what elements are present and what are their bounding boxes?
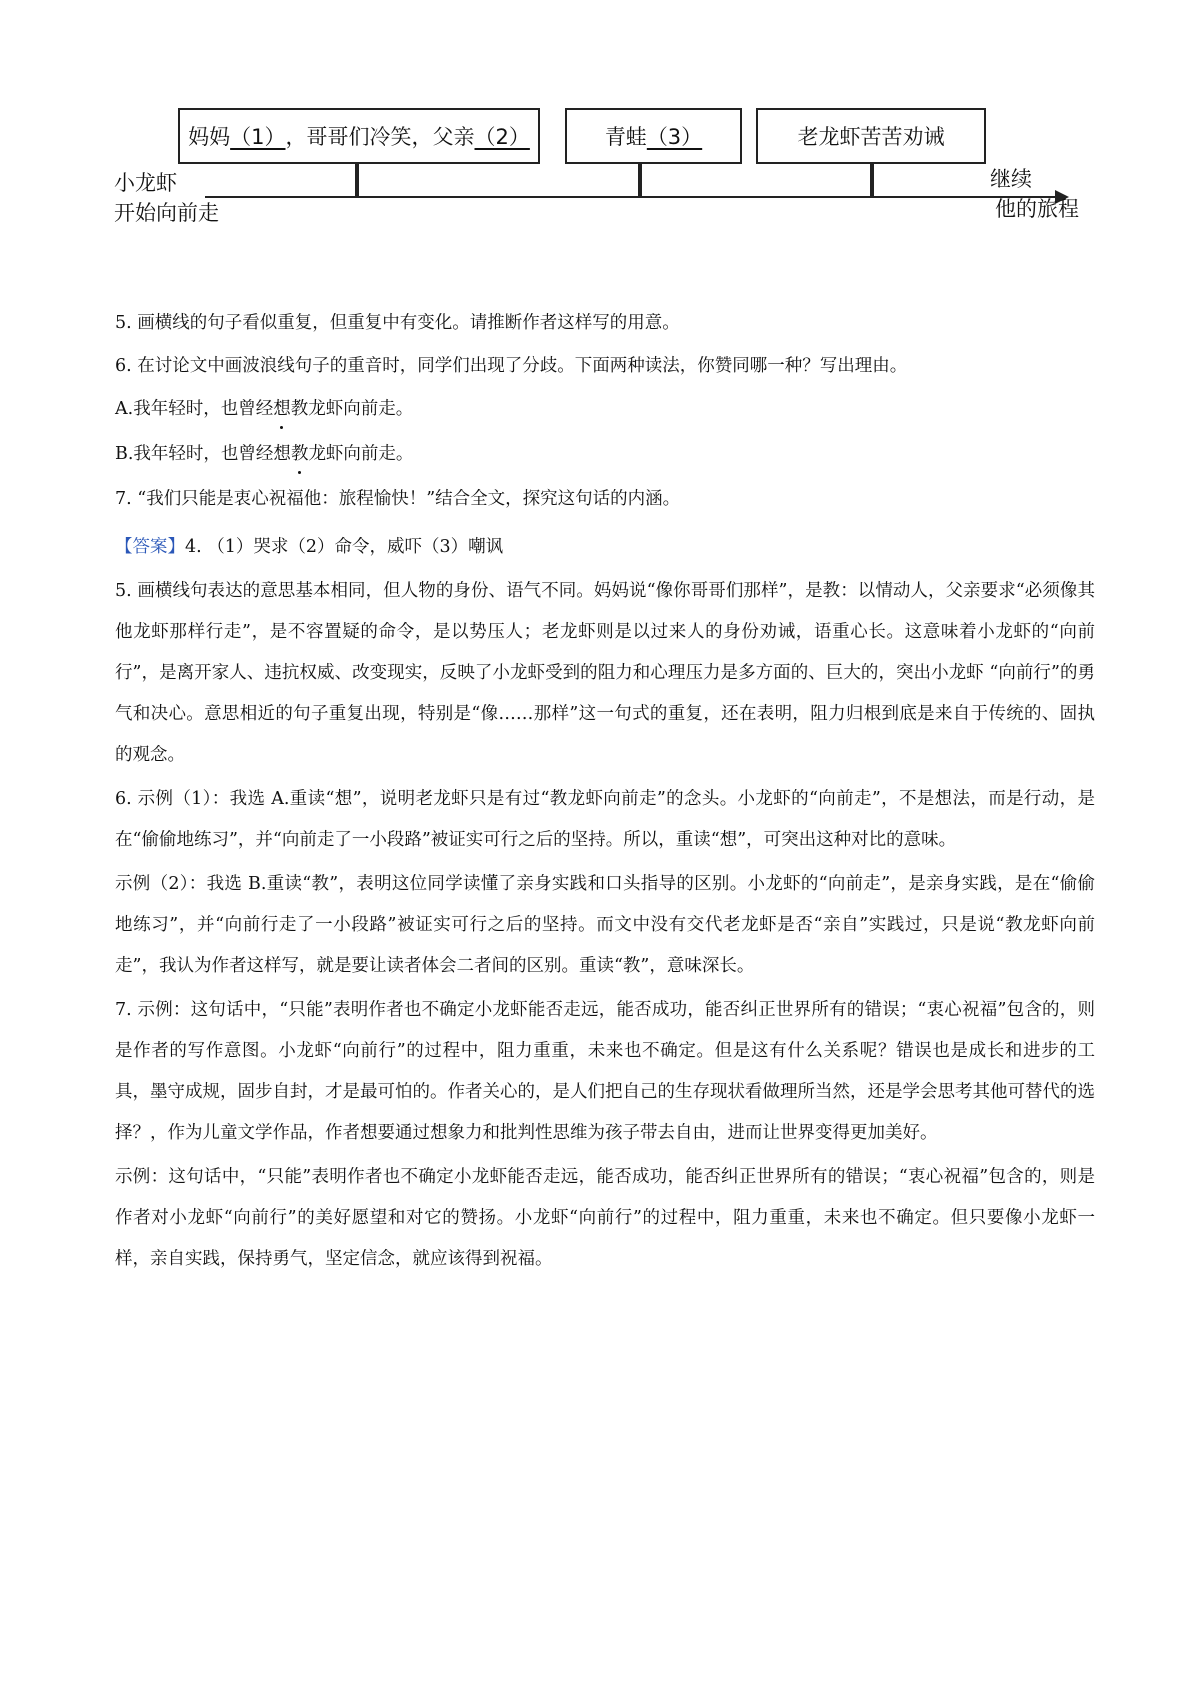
answer-6-example-2: 示例（2）：我选 B.重读“教”，表明这位同学读懂了亲身实践和口头指导的区别。小龙虾的“向前走”，是亲身实践，是在“偷偷地练习”，并“向前行走了一小段路”被证实可行之后的坚持。而文中没有交代老龙虾是否“亲自”实践过，只是说“教龙虾向前走”，我认为作者这样写，就是要让读者体会二者间的区别。重读“教”，意味深长。 <box>115 874 1095 976</box>
start-label <box>114 168 219 228</box>
end-label <box>990 164 1079 224</box>
content <box>115 308 1095 1283</box>
question-6: 6. 在讨论文中画波浪线句子的重音时，同学们出现了分歧。下面两种读法，你赞同哪一种？写出理由。 <box>115 356 908 376</box>
start-label-line-1: 小龙虾 <box>114 171 177 195</box>
answer-7-example-2: 示例：这句话中，“只能”表明作者也不确定小龙虾能否走远，能否成功，能否纠正世界所有的错误；“衷心祝福”包含的，则是作者对小龙虾“向前行”的美好愿望和对它的赞扬。小龙虾“向前行”的过程中，阻力重重，未来也不确定。但只要像小龙虾一样，亲自实践，保持勇气，坚定信念，就应该得到祝福。 <box>115 1167 1095 1269</box>
box1-text-2: ，哥哥们冷笑，父亲 <box>285 125 475 149</box>
diagram-box-old-lobster <box>756 108 986 164</box>
box1-blank-2: （2） <box>474 125 530 149</box>
start-label-line-2: 开始向前走 <box>114 201 219 225</box>
answer-7-example-1: 7. 示例：这句话中，“只能”表明作者也不确定小龙虾能否走远，能否成功，能否纠正世界所有的错误；“衷心祝福”包含的，则是作者的写作意图。小龙虾“向前行”的过程中，阻力重重，未来也不确定。但是这有什么关系呢？错误也是成长和进步的工具，墨守成规，固步自封，才是最可怕的。作者关心的，是人们把自己的生存现状看做理所当然，还是学会思考其他可替代的选择？，作为儿童文学作品，作者想要通过想象力和批判性思维为孩子带去自由，进而让世界变得更加美好。 <box>115 1000 1095 1143</box>
answer-4-text: 4. （1）哭求（2）命令，威吓（3）嘲讽 <box>185 537 504 557</box>
option-a <box>115 394 1095 424</box>
diagram-box-frog <box>565 108 742 164</box>
answer-tag: 【答案】 <box>115 537 185 557</box>
question-5: 5. 画横线的句子看似重复，但重复中有变化。请推断作者这样写的用意。 <box>115 313 680 333</box>
timeline-axis <box>205 196 1057 198</box>
option-b-before: B.我年轻时，也曾经想 <box>115 444 291 464</box>
option-a-after: 教龙虾向前走。 <box>290 399 414 419</box>
box2-text: 青蛙 <box>604 125 647 149</box>
box3-text: 老龙虾苦苦劝诫 <box>797 125 945 149</box>
stem-2 <box>638 164 642 198</box>
box1-text-1: 妈妈 <box>188 125 231 149</box>
end-label-line-1: 继续 <box>990 167 1032 191</box>
box2-blank: （3） <box>646 125 703 149</box>
stem-3 <box>870 164 874 198</box>
box1-blank-1: （1） <box>230 125 286 149</box>
option-b <box>115 439 1095 469</box>
timeline-diagram <box>0 0 1200 250</box>
end-label-line-2: 他的旅程 <box>995 197 1079 221</box>
stem-1 <box>355 164 359 198</box>
answer-6-example-1: 6. 示例（1）：我选 A.重读“想”，说明老龙虾只是有过“教龙虾向前走”的念头。小龙虾的“向前走”，不是想法，而是行动，是在“偷偷地练习”，并“向前走了一小段路”被证实可行之后的坚持。所以，重读“想”，可突出这种对比的意味。 <box>115 789 1095 850</box>
option-b-stress: 教 <box>291 439 309 469</box>
option-a-before: A.我年轻时，也曾经 <box>115 399 274 419</box>
diagram-box-family <box>178 108 540 164</box>
answer-4 <box>115 527 1095 568</box>
answer-5: 5. 画横线句表达的意思基本相同，但人物的身份、语气不同。妈妈说“像你哥哥们那样”，是教：以情动人，父亲要求“必须像其他龙虾那样行走”，是不容置疑的命令，是以势压人；老龙虾则是以过来人的身份劝诫，语重心长。这意味着小龙虾的“向前行”，是离开家人、违抗权威、改变现实，反映了小龙虾受到的阻力和心理压力是多方面的、巨大的，突出小龙虾 “向前行”的勇气和决心。意思相近的句子重复出现，特别是“像……那样”这一句式的重复，还在表明，阻力归根到底是来自于传统的、固执的观念。 <box>115 581 1095 765</box>
option-a-stress: 想 <box>273 394 291 424</box>
question-7: 7. “我们只能是衷心祝福他：旅程愉快！”结合全文，探究这句话的内涵。 <box>115 489 681 509</box>
option-b-after: 龙虾向前走。 <box>308 444 414 464</box>
